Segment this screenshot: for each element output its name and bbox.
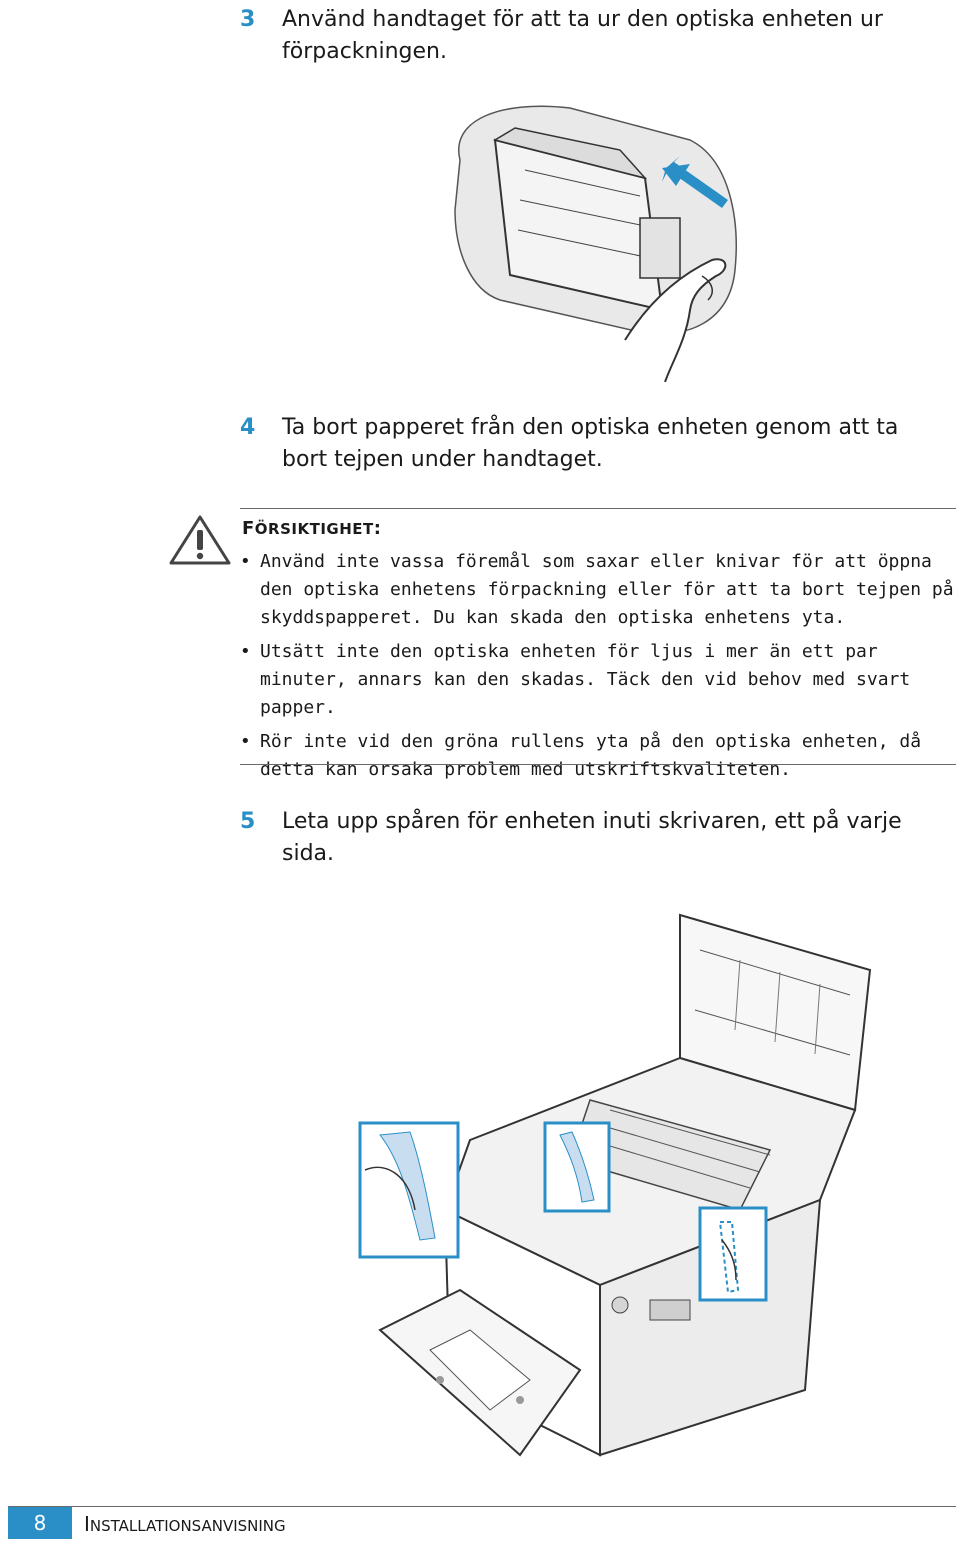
step-number: 4 [240, 415, 256, 440]
caution-bottom-rule [240, 764, 956, 765]
caution-item: • Utsätt inte den optiska enheten för ljus i mer än ett par minuter, annars kan den skadas. Täck den vid behov med svart papper. [240, 638, 956, 722]
caution-title: FÖRSIKTIGHET: [242, 518, 382, 539]
footer-rule [8, 1506, 956, 1507]
page-number: 8 [8, 1507, 72, 1539]
printer-slots-illustration [350, 910, 910, 1480]
warning-triangle-icon [168, 514, 232, 566]
footer-title: INSTALLATIONSANVISNING [84, 1512, 286, 1536]
caution-top-rule [240, 508, 956, 509]
caution-item: • Använd inte vassa föremål som saxar eller knivar för att öppna den optiska enhetens förpackning eller för att ta bort tejpen på skyddspapperet. Du kan skada den optiska enhetens yta. [240, 548, 956, 632]
step-text: Använd handtaget för att ta ur den optiska enheten ur förpackningen. [282, 7, 883, 64]
caution-item: • Rör inte vid den gröna rullens yta på den optiska enheten, då detta kan orsaka problem med utskriftskvaliteten. [240, 728, 956, 784]
step-text: Leta upp spåren för enheten inuti skrivaren, ett på varje sida. [282, 809, 902, 866]
drum-unit-unpacking-illustration [440, 100, 740, 382]
step-number: 3 [240, 7, 256, 32]
step-text: Ta bort papperet från den optiska enheten genom att ta bort tejpen under handtaget. [282, 415, 899, 472]
caution-list [240, 548, 956, 790]
step-number: 5 [240, 809, 256, 834]
